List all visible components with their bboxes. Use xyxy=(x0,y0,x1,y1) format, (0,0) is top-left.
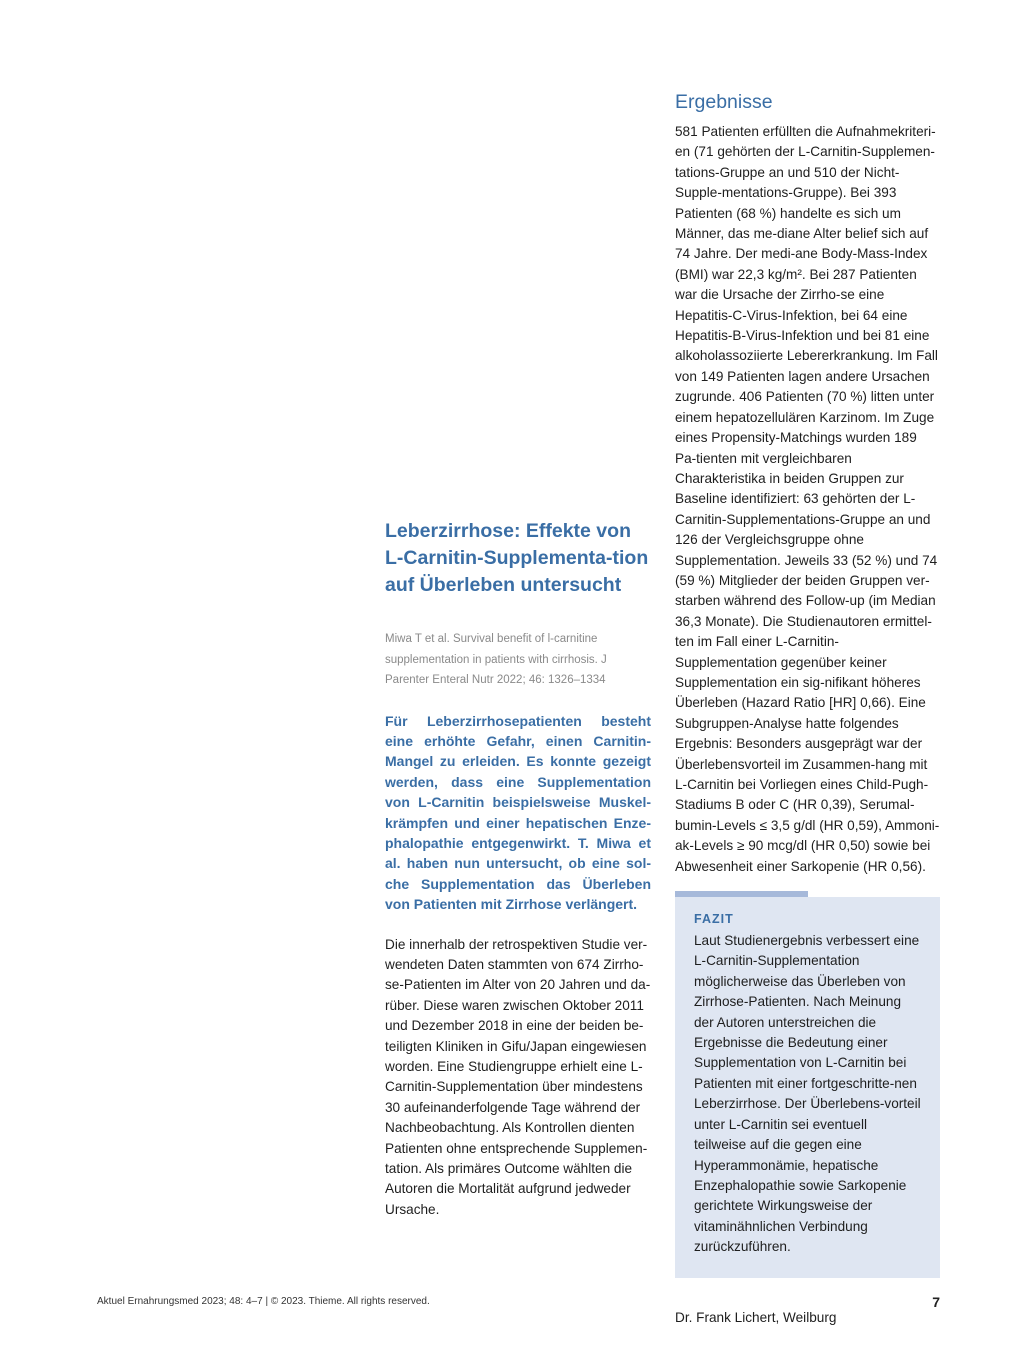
results-heading: Ergebnisse xyxy=(675,91,773,113)
fazit-text: Laut Studienergebnis verbessert eine L-Carnitin-Supplementation möglicherweise das Überleben von Zirrhose-Patienten. Nach Meinung der Autoren unterstreichen die Ergebnisse die Bedeutung einer Supplementation von L-Carnitin bei Patienten mit einer fortgeschritte-nen Leberzirrhose. Der Überlebens-vorteil unter L-Carnitin sei eventuell teilweise auf die gegen eine Hyperammonämie, hepatische Enzephalopathie sowie Sarkopenie gerichtete Wirkungsweise der vitaminähnlichen Verbindung zurückzuführen. xyxy=(694,933,921,1255)
methods-paragraph: Die innerhalb der retrospektiven Studie ver-wendeten Daten stammten von 674 Zirrho-se-Patienten im Alter von 20 Jahren und da-rüber. Diese waren zwischen Oktober 2011 und Dezember 2018 in eine der beiden be-teiligten Kliniken in Gifu/Japan eingewiesen worden. Eine Studiengruppe erhielt eine L-Carnitin-Supplementation über mindestens 30 aufeinanderfolgende Tage während der Nachbeobachtung. Als Kontrollen dienten Patienten ohne entsprechende Supplemen-tation. Als primäres Outcome wählten die Autoren die Mortalität aufgrund jedweder Ursache. xyxy=(385,936,651,1217)
journal-footer: Aktuel Ernahrungsmed 2023; 48: 4–7 | © 2023. Thieme. All rights reserved. xyxy=(97,1296,430,1307)
results-paragraph: 581 Patienten erfüllten die Aufnahmekriteri-en (71 gehörten der L-Carnitin-Supplemen-tations-Gruppe an und 510 der Nicht-Supple-mentations-Gruppe). Bei 393 Patienten (68 %) handelte es sich um Männer, das me-diane Alter belief sich auf 74 Jahre. Der medi-ane Body-Mass-Index (BMI) war 22,3 kg/m². Bei 287 Patienten war die Ursache der Zirrho-se eine Hepatitis-C-Virus-Infektion, bei 64 eine Hepatitis-B-Virus-Infektion und bei 81 eine alkoholassoziierte Lebererkrankung. Im Fall von 149 Patienten lagen andere Ursachen zugrunde. 406 Patienten (70 %) litten unter einem hepatozellulären Karzinom. Im Zuge eines Propensity-Matchings wurden 189 Pa-tienten mit vergleichbaren Charakteristika in beiden Gruppen zur Baseline identifiziert: 63 gehörten der L-Carnitin-Supplementations-Gruppe an und 126 der Vergleichsgruppe ohne Supplementation. Jeweils 33 (52 %) und 74 (59 %) Mitglieder der beiden Gruppen ver-starben während des Follow-up (im Median 36,3 Monate). Die Studienautoren ermittel-ten im Fall einer L-Carnitin-Supplementation gegenüber keiner Supplementation ein sig-nifikant höheres Überleben (Hazard Ratio [HR] 0,66). Eine Subgruppen-Analyse hatte folgendes Ergebnis: Besonders ausgeprägt war der Überlebensvorteil im Zusammen-hang mit L-Carnitin bei Vorliegen eines Child-Pugh-Stadiums B oder C (HR 0,39), Serumal-bumin-Levels ≤ 3,5 g/dl (HR 0,59), Ammoni-ak-Levels ≥ 90 mcg/dl (HR 0,50) sowie bei Abwesenheit einer Sarkopenie (HR 0,56). xyxy=(675,124,940,874)
article-lead: Für Leberzirrhosepatienten besteht eine erhöhte Gefahr, einen Carnitin-Mangel zu erleiden. Es konnte gezeigt werden, dass eine Supplementation von L-Carnitin beispielsweise Muskel-krämpfen und einer hepatischen Enze-phalopathie entgegenwirkt. T. Miwa et al. haben nun untersucht, ob eine sol-che Supplementation das Überleben von Patienten mit Zirrhose verlängert. xyxy=(385,712,651,913)
page-number: 7 xyxy=(932,1294,940,1310)
fazit-content xyxy=(675,897,940,1278)
right-column xyxy=(675,88,940,1328)
article-citation: Miwa T et al. Survival benefit of l-carnitine supplementation in patients with cirrhosis. J Parenter Enteral Nutr 2022; 46: 1326–1334 xyxy=(385,633,607,686)
fazit-label: FAZIT xyxy=(694,912,734,927)
fazit-box xyxy=(675,891,940,1278)
author-signature: Dr. Frank Lichert, Weilburg xyxy=(675,1309,837,1325)
article-title: Leberzirrhose: Effekte von L-Carnitin-Supplementa-tion auf Überleben untersucht xyxy=(385,520,649,596)
left-column xyxy=(385,518,651,1220)
